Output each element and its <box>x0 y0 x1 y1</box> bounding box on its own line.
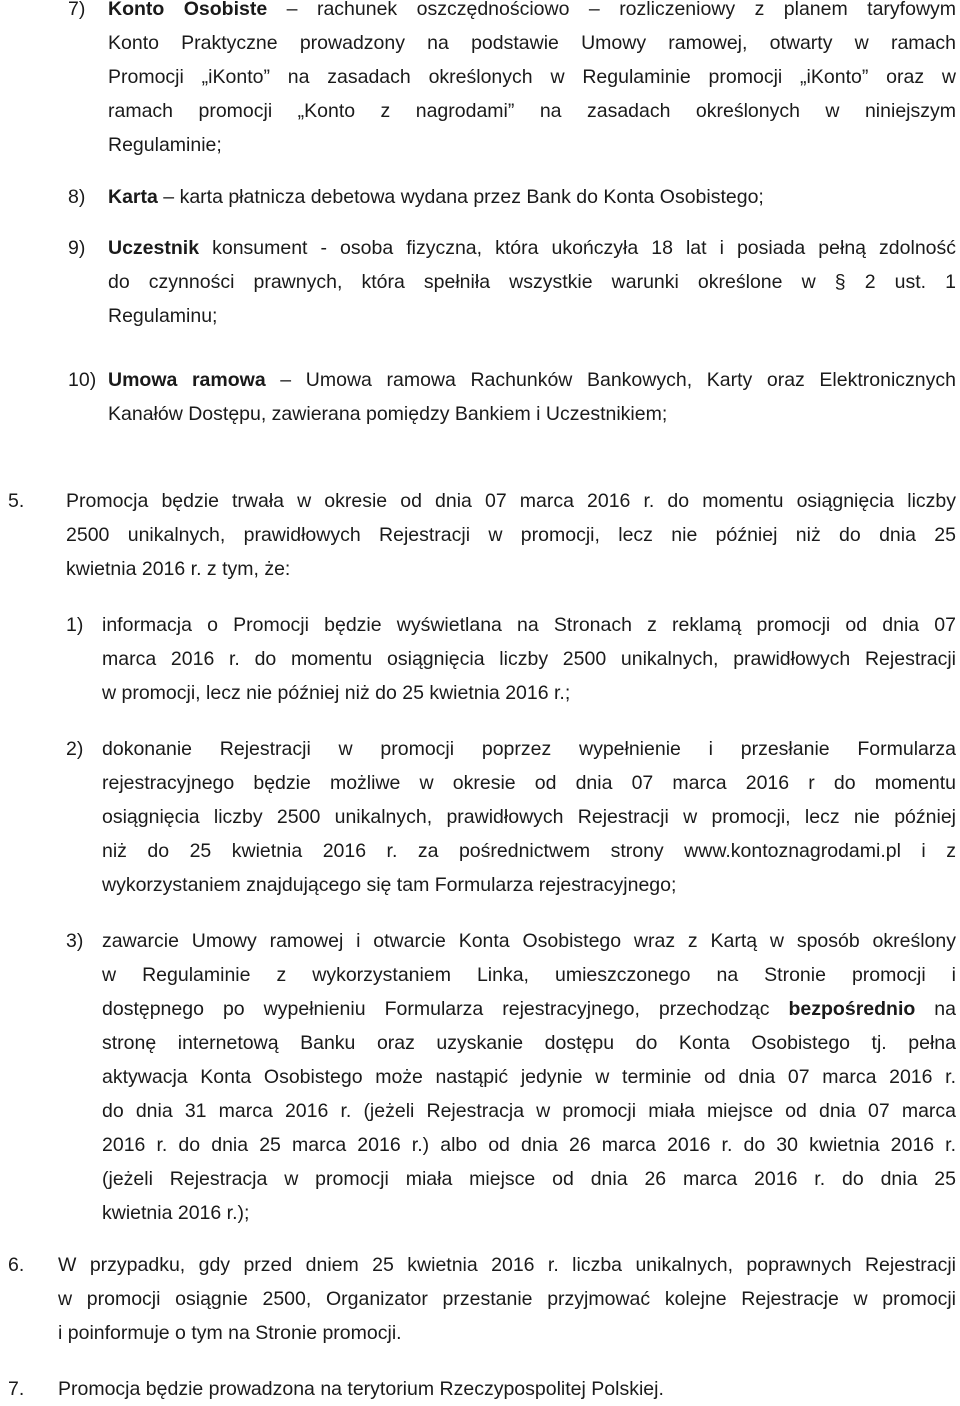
point-line: w Regulaminie z wykorzystaniem Linka, umieszczonego na Stronie promocji i <box>102 964 956 986</box>
point-line: 2016 r. do dnia 25 marca 2016 r.) albo od dnia 26 marca 2016 r. do 30 kwietnia 2016 r. <box>102 1134 956 1156</box>
point-line: wykorzystaniem znajdującego się tam Formularza rejestracyjnego; <box>102 874 677 896</box>
point-number: 1) <box>66 614 84 636</box>
section-body <box>58 1372 956 1406</box>
point-line: informacja o Promocji będzie wyświetlana na Stronach z reklamą promocji od dnia 07 <box>102 614 956 636</box>
definition-body <box>108 180 956 214</box>
definition-line: Regulaminu; <box>108 305 218 327</box>
item-number: 7) <box>68 0 86 20</box>
term-dash: – <box>286 0 298 20</box>
section-line: w promocji osiągnie 2500, Organizator przestanie przyjmować kolejne Rejestracje w promocji <box>58 1288 956 1310</box>
section-5 <box>8 484 956 586</box>
definition-line <box>108 0 956 26</box>
definition-item-karta <box>68 180 956 214</box>
line-text: na <box>915 998 957 1020</box>
section-line: 2500 unikalnych, prawidłowych Rejestracji w promocji, lecz nie później niż do dnia 25 <box>66 524 956 546</box>
definition-item-umowa-ramowa <box>68 363 956 431</box>
point-line: marca 2016 r. do momentu osiągnięcia liczby 2500 unikalnych, prawidłowych Rejestracji <box>102 648 956 670</box>
section-6 <box>8 1248 956 1350</box>
point-line: stronę internetową Banku oraz uzyskanie dostępu do Konta Osobistego tj. pełna <box>102 1032 956 1054</box>
line-text: dostępnego po wypełnieniu Formularza rejestracyjnego, przechodząc <box>102 998 789 1020</box>
section-line: kwietnia 2016 r. z tym, że: <box>66 558 291 580</box>
section-number: 6. <box>8 1254 25 1276</box>
point-line: do dnia 31 marca 2016 r. (jeżeli Rejestracja w promocji miała miejsce od dnia 07 marca <box>102 1100 956 1122</box>
section-5-point-2 <box>66 732 956 902</box>
line-text: rachunek oszczędnościowo – rozliczeniowy z planem taryfowym <box>316 0 957 20</box>
definition-line <box>108 363 956 397</box>
section-line: Promocja będzie prowadzona na terytorium Rzeczypospolitej Polskiej. <box>58 1378 664 1400</box>
section-line: W przypadku, gdy przed dniem 25 kwietnia 2016 r. liczba unikalnych, poprawnych Rejestracji <box>58 1254 956 1276</box>
definition-term: Karta <box>108 186 158 208</box>
point-line: kwietnia 2016 r.); <box>102 1202 250 1224</box>
definition-line <box>108 231 956 265</box>
section-number: 5. <box>8 490 25 512</box>
definition-item-konto-osobiste <box>68 0 956 162</box>
section-7 <box>8 1372 956 1406</box>
definition-body <box>108 231 956 333</box>
point-line: aktywacja Konta Osobistego może nastąpić jedynie w terminie od dnia 07 marca 2016 r. <box>102 1066 956 1088</box>
point-line: niż do 25 kwietnia 2016 r. za pośrednictwem strony www.kontoznagrodami.pl i z <box>102 840 956 862</box>
point-line: osiągnięcia liczby 2500 unikalnych, prawidłowych Rejestracji w promocji, lecz nie później <box>102 806 956 828</box>
definition-line: do czynności prawnych, która spełniła wszystkie warunki określone w § 2 ust. 1 <box>108 271 956 293</box>
definition-term: Uczestnik <box>108 237 200 259</box>
item-number: 8) <box>68 186 86 208</box>
point-line: w promocji, lecz nie później niż do 25 kwietnia 2016 r.; <box>102 682 571 704</box>
point-line: rejestracyjnego będzie możliwe w okresie od dnia 07 marca 2016 r do momentu <box>102 772 956 794</box>
line-text: karta płatnicza debetowa wydana przez Bank do Konta Osobistego; <box>179 186 764 208</box>
definition-item-uczestnik <box>68 231 956 333</box>
section-5-point-3 <box>66 924 956 1230</box>
definition-term: Konto Osobiste <box>108 0 268 20</box>
definition-line: ramach promocji „Konto z nagrodami” na zasadach określonych w niniejszym <box>108 100 956 122</box>
definition-body <box>108 0 956 162</box>
section-number: 7. <box>8 1378 25 1400</box>
point-body <box>102 608 956 710</box>
section-line: Promocja będzie trwała w okresie od dnia 07 marca 2016 r. do momentu osiągnięcia liczby <box>66 490 956 512</box>
point-number: 3) <box>66 930 84 952</box>
point-body <box>102 924 956 1230</box>
definition-line: Promocji „iKonto” na zasadach określonych w Regulaminie promocji „iKonto” oraz w <box>108 66 956 88</box>
definition-body <box>108 363 956 431</box>
item-number: 10) <box>68 369 97 391</box>
definition-line: Konto Praktyczne prowadzony na podstawie Umowy ramowej, otwarty w ramach <box>108 32 956 54</box>
point-line: (jeżeli Rejestracja w promocji miała miejsce od dnia 26 marca 2016 r. do dnia 25 <box>102 1168 956 1190</box>
point-line: zawarcie Umowy ramowej i otwarcie Konta Osobistego wraz z Kartą w sposób określony <box>102 930 956 952</box>
section-5-point-1 <box>66 608 956 710</box>
definition-line <box>108 180 956 214</box>
section-body <box>66 484 956 586</box>
point-number: 2) <box>66 738 84 760</box>
point-body <box>102 732 956 902</box>
section-body <box>58 1248 956 1350</box>
definition-line: Kanałów Dostępu, zawierana pomiędzy Bankiem i Uczestnikiem; <box>108 403 668 425</box>
item-number: 9) <box>68 237 86 259</box>
point-line: dokonanie Rejestracji w promocji poprzez wypełnienie i przesłanie Formularza <box>102 738 956 760</box>
point-line <box>102 992 956 1026</box>
emphasis-bold: bezpośrednio <box>788 998 916 1020</box>
term-dash: – <box>163 186 175 208</box>
line-text: konsument - osoba fizyczna, która ukończyła 18 lat i posiada pełną zdolność <box>212 237 957 259</box>
term-dash: – <box>280 369 292 391</box>
line-text: Umowa ramowa Rachunków Bankowych, Karty oraz Elektronicznych <box>305 369 956 391</box>
section-line: i poinformuje o tym na Stronie promocji. <box>58 1322 402 1344</box>
definition-term: Umowa ramowa <box>108 369 266 391</box>
definition-line: Regulaminie; <box>108 134 222 156</box>
